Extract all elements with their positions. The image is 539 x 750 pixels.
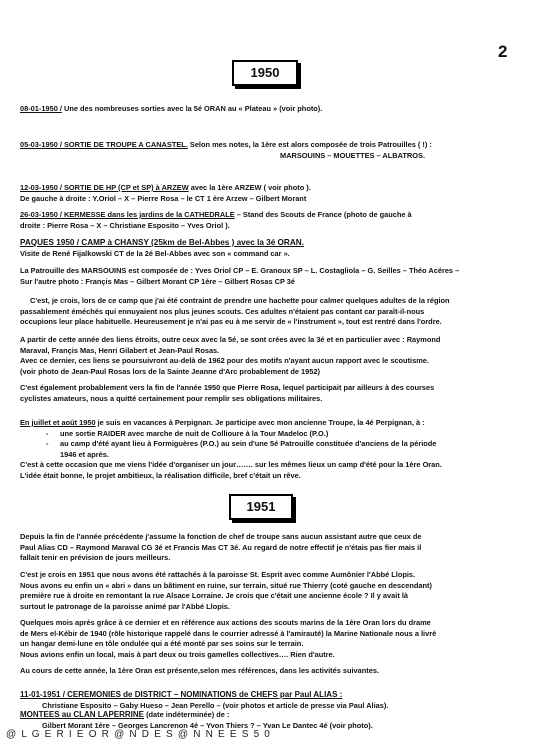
paragraph-line: occupions leur place habituelle. Heureusement je n'ai pas eu à me servir de « l'instrument », tout est rentré dans l'ordre. — [20, 317, 442, 327]
year-label: 1951 — [246, 499, 276, 514]
paragraph-line: Nous avons eu enfin un « abri » dans un bâtiment en ruine, sur terrain, situé rue Thierry (coté gauche en descendant) — [20, 580, 432, 590]
entry-text: avec la 1ère ARZEW ( voir photo ). — [188, 183, 311, 192]
entry-text: (date indéterminée) de : — [144, 710, 230, 719]
entry-title: PAQUES 1950 / CAMP à CHANSY (25km de Bel-Abbes ) avec la 3é ORAN. — [20, 238, 304, 247]
entry-line: Gilbert Morant 1ère – Georges Lancrenon 4é – Yvon Thiers ? – Yvan Le Dantec 4é (voir photo). — [42, 720, 373, 730]
entry-date: 08-01-1950 / — [20, 104, 62, 113]
paragraph-line: C'est également probablement vers la fin de l'année 1950 que Pierre Rosa, lequel participait par ailleurs à des courses — [20, 383, 435, 392]
entry-title: 11-01-1951 / CEREMONIES de DISTRICT – NOMINATIONS de CHEFS par Paul ALIAS : — [20, 690, 343, 699]
entry-11-01-1951 — [20, 690, 525, 711]
paragraph-line: un hangar demi-lune en tôle ondulée qui a été monté par ses soins sur le terrain. — [20, 639, 304, 649]
footer-watermark: @ L G E R I E O R @ N D E S @ N N E E S 5 0 — [6, 729, 271, 740]
paragraph-line: première rue à droite en remontant la rue Alsace Lorraine. Je crois que c'était une ancienne école ? Il y avait là — [20, 591, 408, 601]
paragraph-line: C'est je crois en 1951 que nous avons été rattachés à la paroisse St. Esprit avec comme Aumônier l'Abbé Llopis. — [20, 570, 416, 579]
entry-line: Christiane Esposito – Gaby Hueso – Jean Perello – (voir photos et article de presse via Paul Alias). — [42, 700, 389, 710]
entry-juillet-aout-1950 — [20, 418, 525, 482]
entry-line: De gauche à droite : Y.Oriol – X – Pierre Rosa – le CT 1 ère Arzew – Gilbert Morant — [20, 193, 307, 203]
page-number: 2 — [498, 42, 508, 61]
paragraph-line: A partir de cette année des liens étroits, outre ceux avec la 5é, se sont crées avec la 3é et en particulier avec : Raymond — [20, 335, 441, 344]
entry-12-03-1950 — [20, 183, 525, 204]
entry-title: En juillet et août 1950 — [20, 418, 96, 427]
entry-text: – Stand des Scouts de France (photo de gauche à — [234, 210, 412, 219]
bullet-item: - au camp d'été ayant lieu à Formiguères (P.O.) au sein d'une 5é Patrouille constituée d'anciens de la période — [20, 439, 525, 450]
paragraph-line: de Mers el-Kébir de 1940 (rôle historique rappelé dans le courrier adressé à l'amirauté) la Marine Nationale nous a livré — [20, 628, 437, 638]
paragraph-line: fallait tenir en prévision de jours meilleurs. — [20, 553, 171, 563]
paragraph-line: cyclistes amateurs, nous a quitté certainement pour remplir ses obligations militaires. — [20, 393, 323, 403]
bullet-item: - une sortie RAIDER avec marche de nuit de Collioure à la Tour Madeloc (P.O.) — [20, 429, 525, 440]
paragraph-line: passablement éméchés qui ennuyaient nos plus jeunes scouts. Ces adultes n'étaient pas contant car paraît-il-nous — [20, 306, 425, 316]
entry-line: MARSOUINS – MOUETTES – ALBATROS. — [280, 150, 425, 160]
entry-montees-clan — [20, 710, 525, 731]
entry-26-03-1950 — [20, 210, 525, 231]
paragraph-line: (voir photo de Jean-Paul Rosas lors de la Sainte Jeanne d'Arc probablement de 1952) — [20, 366, 320, 376]
paragraph-line: Paul Alias CD – Raymond Maraval CG 3é et Francis Mas CT 3é. Au regard de notre effectif je n'étais pas fier mais il — [20, 542, 422, 552]
entry-title: 05-03-1950 / SORTIE DE TROUPE A CANASTEL. — [20, 140, 188, 149]
paragraph-line: Maraval, Françis Mas, Henri Gilabert et Jean-Paul Rosas. — [20, 345, 220, 355]
entry-line: Visite de René Fijalkowski CT de la 2é Bel-Abbes avec son « command car ». — [20, 248, 290, 258]
paragraph-line: C'est à cette occasion que me viens l'idée d'organiser un jour……. sur les mêmes lieux un camp d'été pour la 1ère Oran. — [20, 460, 442, 470]
paragraph-hangar — [20, 618, 525, 660]
paragraph-line: C'est, je crois, lors de ce camp que j'ai été contraint de prendre une hachette pour calmer quelques adultes de la région — [30, 296, 450, 305]
paragraph-line: Nous avions enfin un local, mais à part deux ou trois gamelles collectives…. Rien d'autre. — [20, 649, 335, 659]
year-label: 1950 — [250, 65, 280, 80]
bullet-item-cont: 1946 et après. — [60, 449, 109, 459]
paragraph-line: Sur l'autre photo : Françis Mas – Gilbert Morant CP 1ère – Gilbert Rosas CP 3é — [20, 276, 296, 286]
entry-08-01-1950 — [20, 104, 525, 115]
entry-title: 26-03-1950 / KERMESSE dans les jardins de la CATHEDRALE — [20, 210, 235, 219]
entry-title: 12-03-1950 / SORTIE DE HP (CP et SP) à ARZEW — [20, 183, 189, 192]
paragraph-line: La Patrouille des MARSOUINS est composée de : Yves Oriol CP – E. Granoux SP – L. Costagliola – G. Seilles – Théo Acéres – — [20, 266, 460, 275]
paragraph-liens — [20, 335, 525, 377]
paragraph-paroisse — [20, 570, 525, 612]
paragraph-hachette — [20, 296, 525, 328]
entry-text: Selon mes notes, la 1ère est alors composée de trois Patrouilles ( !) : — [187, 140, 432, 149]
entry-paques-1950 — [20, 238, 525, 259]
entry-line: droite : Pierre Rosa – X – Christiane Esposito – Yves Oriol ). — [20, 220, 230, 230]
paragraph-pierre-rosa — [20, 383, 525, 404]
paragraph-line: Quelques mois après grâce à ce dernier et en référence aux actions des scouts marins de la 1ère Oran lors du drame — [20, 618, 431, 627]
entry-text: Une des nombreuses sorties avec la 5é ORAN au « Plateau » (voir photo). — [61, 104, 323, 113]
paragraph-marsouins — [20, 266, 525, 287]
paragraph-line: surtout le patronage de la paroisse animé par l'Abbé Llopis. — [20, 601, 230, 611]
entry-text: je suis en vacances à Perpignan. Je participe avec mon ancienne Troupe, la 4é Perpignan, à : — [95, 418, 425, 427]
paragraph-line: L'idée était bonne, le projet ambitieux, la réalisation difficile, bref c'était un rêve. — [20, 470, 301, 480]
year-heading-1951 — [229, 494, 293, 520]
paragraph-line: Au cours de cette année, la 1ère Oran est présente,selon mes références, dans les activités suivantes. — [20, 666, 380, 675]
paragraph-line: Avec ce dernier, ces liens se poursuivront au-delà de 1962 pour des motifs n'ayant aucun rapport avec le scoutisme. — [20, 356, 429, 366]
paragraph-activites — [20, 666, 525, 677]
paragraph-chef-de-troupe — [20, 532, 525, 564]
paragraph-line: Depuis la fin de l'année précédente j'assume la fonction de chef de troupe sans aucun assistant autre que ceux de — [20, 532, 422, 541]
entry-title: MONTEES au CLAN LAPERRINE — [20, 710, 145, 719]
entry-05-03-1950 — [20, 140, 525, 161]
year-heading-1950 — [232, 60, 298, 86]
